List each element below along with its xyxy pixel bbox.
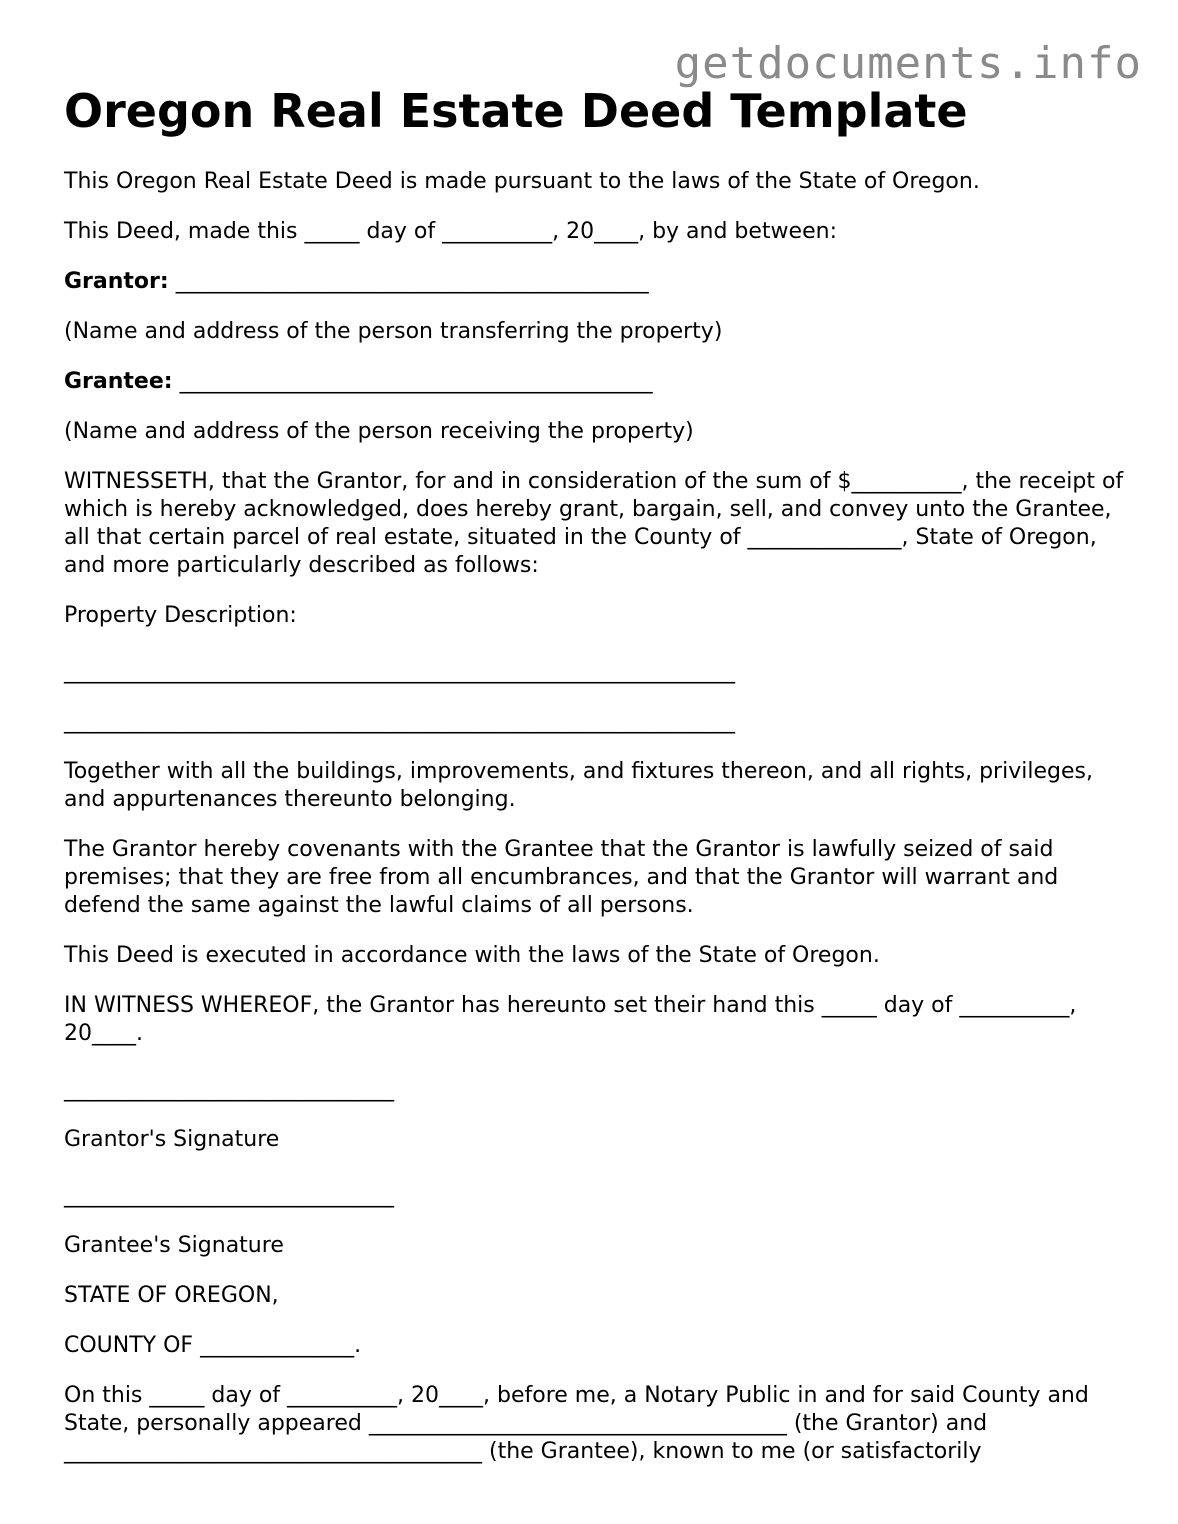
state-line: STATE OF OREGON, xyxy=(64,1283,279,1308)
executed-paragraph: This Deed is executed in accordance with the laws of the State of Oregon. xyxy=(64,943,880,968)
grantee-signature-label: Grantee's Signature xyxy=(64,1233,284,1258)
grantor-note: (Name and address of the person transferring the property) xyxy=(64,319,723,344)
covenants-paragraph: The Grantor hereby covenants with the Grantee that the Grantor is lawfully seized of said premises; that they are free from all encumbrances, and that the Grantor will warrant and defend the same against the lawful claims of all persons. xyxy=(64,837,1059,918)
grantee-signature-line: ______________________________ xyxy=(64,1183,394,1208)
intro-paragraph: This Oregon Real Estate Deed is made pursuant to the laws of the State of Oregon. xyxy=(64,169,980,194)
document-body xyxy=(64,82,1124,1488)
page-title: Oregon Real Estate Deed Template xyxy=(64,84,968,138)
grantee-blank: ___________________________________________ xyxy=(179,369,653,394)
grantor-line xyxy=(64,268,1124,296)
grantee-label: Grantee: xyxy=(64,369,173,394)
description-line: _____________________________________________________________ xyxy=(64,659,735,684)
witnesseth-paragraph: WITNESSETH, that the Grantor, for and in consideration of the sum of $__________, the receipt of which is hereby acknowledged, does hereby grant, bargain, sell, and convey unto the Grantee, all that certain parcel of real estate, situated in the County of ______________, State of Oregon, and more particularly described as follows: xyxy=(64,469,1124,578)
property-description-label: Property Description: xyxy=(64,603,297,628)
in-witness-paragraph: IN WITNESS WHEREOF, the Grantor has hereunto set their hand this _____ day of __________, 20____. xyxy=(64,993,1077,1046)
description-line: _____________________________________________________________ xyxy=(64,709,735,734)
together-paragraph: Together with all the buildings, improvements, and fixtures thereon, and all rights, privileges, and appurtenances thereunto belonging. xyxy=(64,759,1093,812)
grantor-label: Grantor: xyxy=(64,269,169,294)
made-this-paragraph: This Deed, made this _____ day of __________, 20____, by and between: xyxy=(64,219,837,244)
grantor-signature-label: Grantor's Signature xyxy=(64,1127,280,1152)
notary-paragraph: On this _____ day of __________, 20____, before me, a Notary Public in and for said County and State, personally appeared ______________________________________ (the Grantor) and ______________________________________ (the Grantee), known to me (or satisfactorily xyxy=(64,1383,1089,1464)
watermark: getdocuments.info xyxy=(674,38,1142,89)
county-line: COUNTY OF ______________. xyxy=(64,1333,362,1358)
grantee-note: (Name and address of the person receiving the property) xyxy=(64,419,694,444)
grantee-line xyxy=(64,368,1124,396)
grantor-blank: ___________________________________________ xyxy=(175,269,649,294)
grantor-signature-line: ______________________________ xyxy=(64,1077,394,1102)
